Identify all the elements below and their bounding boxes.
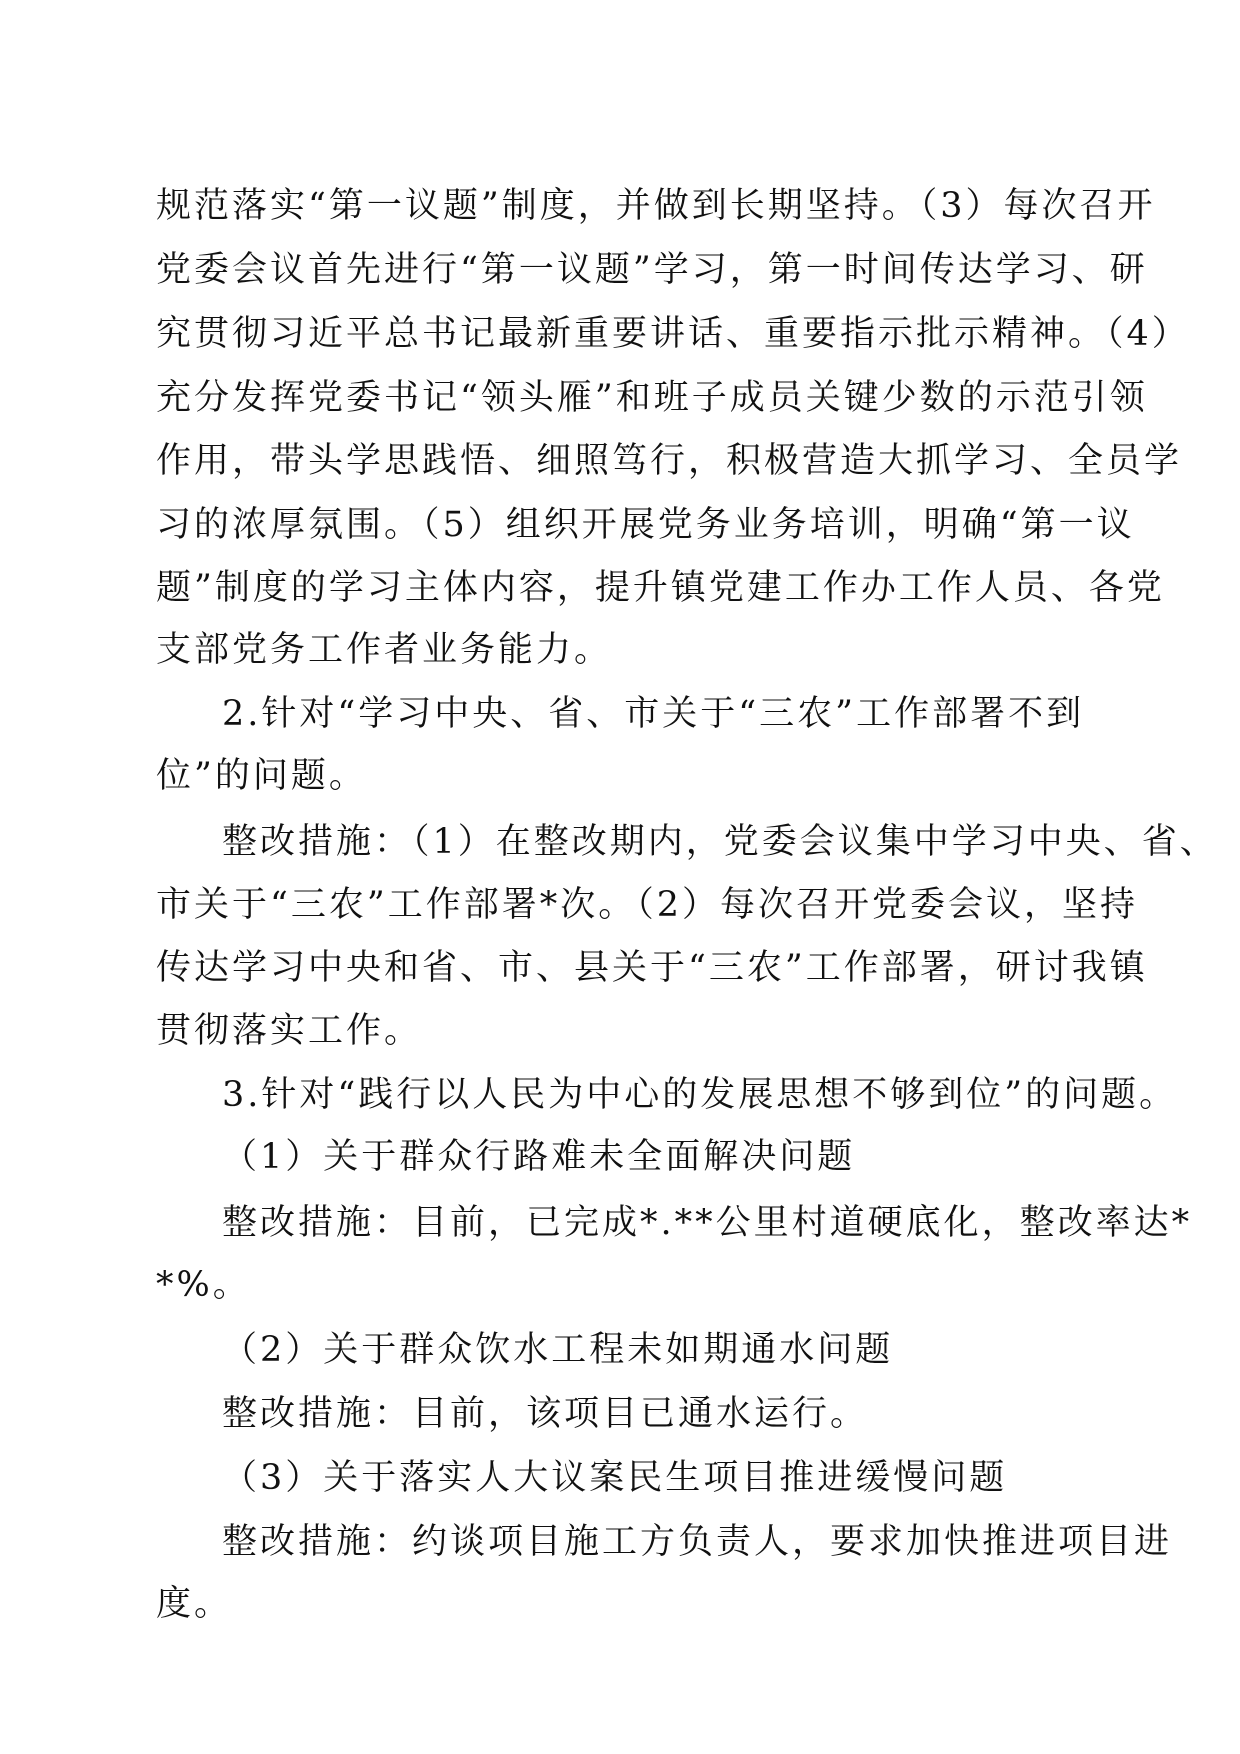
- text-line: 传达学习中央和省、市、县关于“三农”工作部署，研讨我镇: [156, 948, 1148, 988]
- text-line: 市关于“三农”工作部署*次。（2）每次召开党委会议，坚持: [156, 885, 1139, 925]
- text-line: 整改措施：目前，已完成*.**公里村道硬底化，整改率达*: [222, 1203, 1193, 1243]
- text-line: 究贯彻习近平总书记最新重要讲话、重要指示批示精神。（4）: [156, 314, 1190, 354]
- subsection-heading: （1）关于群众行路难未全面解决问题: [222, 1137, 856, 1177]
- text-line: 充分发挥党委书记“领头雁”和班子成员关键少数的示范引领: [156, 378, 1148, 418]
- section-heading: 2.针对“学习中央、省、市关于“三农”工作部署不到: [222, 694, 1085, 734]
- text-line: 度。: [156, 1584, 233, 1624]
- text-line: 习的浓厚氛围。（5）组织开展党务业务培训，明确“第一议: [156, 505, 1135, 545]
- text-line: 题”制度的学习主体内容，提升镇党建工作办工作人员、各党: [156, 568, 1165, 608]
- section-heading: 3.针对“践行以人民为中心的发展思想不够到位”的问题。: [222, 1075, 1178, 1115]
- text-line: 支部党务工作者业务能力。: [156, 630, 613, 670]
- text-line: 整改措施：目前，该项目已通水运行。: [222, 1394, 869, 1434]
- text-line: 规范落实“第一议题”制度，并做到长期坚持。（3）每次召开: [156, 186, 1156, 226]
- text-line: 作用，带头学思践悟、细照笃行，积极营造大抓学习、全员学: [156, 441, 1183, 481]
- subsection-heading: （2）关于群众饮水工程未如期通水问题: [222, 1330, 894, 1370]
- text-line: 整改措施：约谈项目施工方负责人，要求加快推进项目进: [222, 1522, 1173, 1562]
- text-line: 整改措施：（1）在整改期内，党委会议集中学习中央、省、: [222, 822, 1218, 862]
- text-line: 贯彻落实工作。: [156, 1011, 423, 1051]
- text-line: *%。: [156, 1265, 251, 1305]
- text-line: 党委会议首先进行“第一议题”学习，第一时间传达学习、研: [156, 250, 1148, 290]
- text-line: 位”的问题。: [156, 756, 367, 796]
- subsection-heading: （3）关于落实人大议案民生项目推进缓慢问题: [222, 1458, 1008, 1498]
